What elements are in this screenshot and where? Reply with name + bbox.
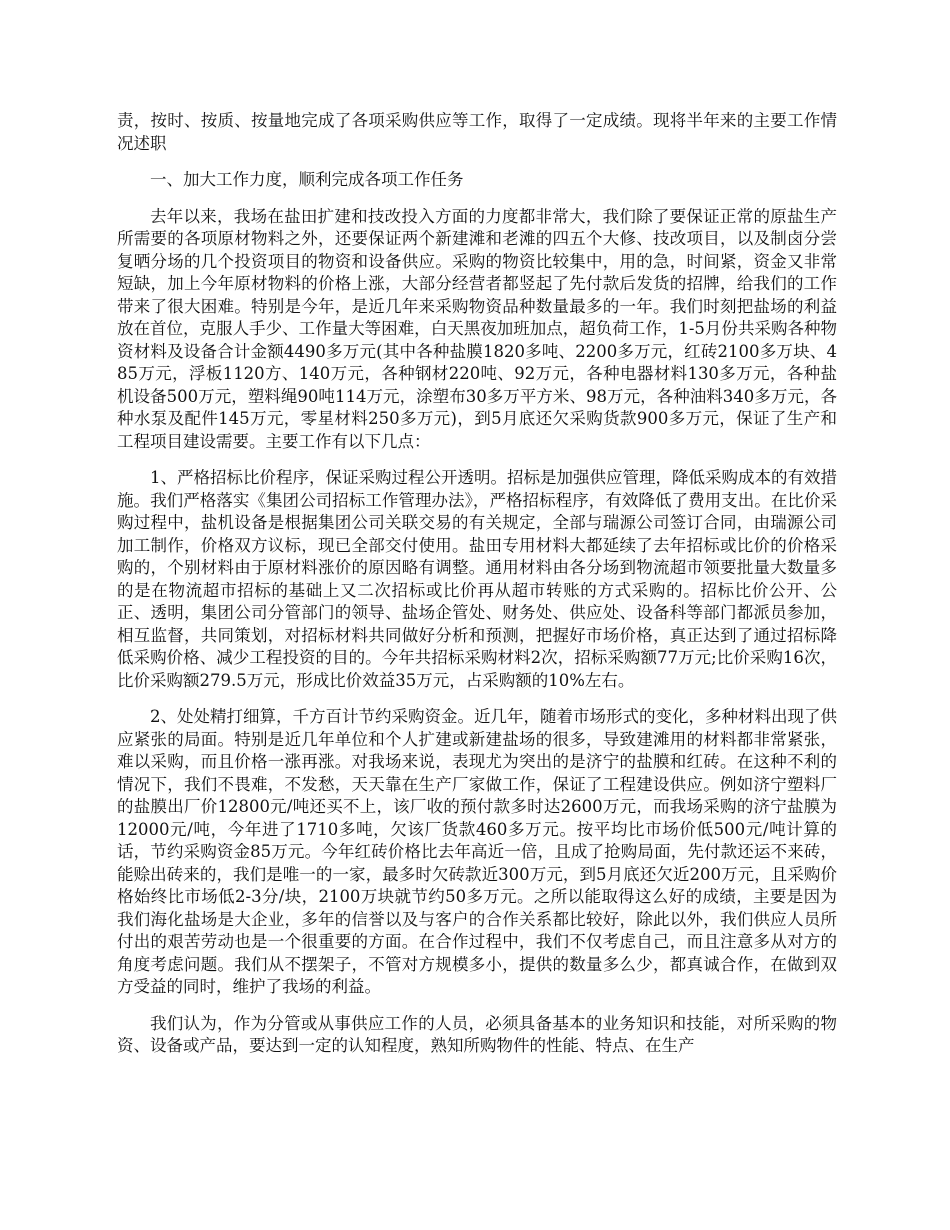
intro-paragraph: 责，按时、按质、按量地完成了各项采购供应等工作，取得了一定成绩。现将半年来的主要工作情况述职	[117, 111, 837, 153]
document-body	[117, 110, 837, 1072]
section-heading: 一、加大工作力度，顺利完成各项工作任务	[150, 170, 464, 189]
body-paragraph: 我们认为，作为分管或从事供应工作的人员，必须具备基本的业务知识和技能，对所采购的物资、设备或产品，要达到一定的认知程度，熟知所购物件的性能、特点、在生产	[117, 1013, 837, 1055]
body-paragraph: 去年以来，我场在盐田扩建和技改投入方面的力度都非常大，我们除了要保证正常的原盐生产所需要的各项原材物料之外，还要保证两个新建滩和老滩的四五个大修、技改项目，以及制卤分尝复晒分场的几个投资项目的物资和设备供应。采购的物资比较集中，用的急，时间紧，资金又非常短缺，加上今年原材物料的价格上涨，大部分经营者都竖起了先付款后发货的招牌，给我们的工作带来了很大困难。特别是今年，是近几年来采购物资品种数量最多的一年。我们时刻把盐场的利益放在首位，克服人手少、工作量大等困难，白天黑夜加班加点，超负荷工作，1-5月份共采购各种物资材料及设备合计金额4490多万元(其中各种盐膜1820多吨、2200多万元，红砖2100多万块、485万元，浮板1120方、140万元，各种钢材220吨、92万元，各种电器材料130多万元，各种盐机设备500万元，塑料绳90吨114万元，涂塑布30多万平方米、98万元，各种油料340多万元，各种水泵及配件145万元，零星材料250多万元)，到5月底还欠采购货款900多万元，保证了生产和工程项目建设需要。主要工作有以下几点：	[117, 206, 837, 451]
body-paragraph: 2、处处精打细算，千方百计节约采购资金。近几年，随着市场形式的变化，多种材料出现了供应紧张的局面。特别是近几年单位和个人扩建或新建盐场的很多，导致建滩用的材料都非常紧张，难以采购，而且价格一涨再涨。对我场来说，表现尤为突出的是济宁的盐膜和红砖。在这种不利的情况下，我们不畏难，不发愁，天天靠在生产厂家做工作，保证了工程建设供应。例如济宁塑料厂的盐膜出厂价12800元/吨还买不上，该厂收的预付款多时达2600万元，而我场采购的济宁盐膜为12000元/吨，今年进了1710多吨，欠该厂货款460多万元。按平均比市场价低500元/吨计算的话，节约采购资金85万元。今年红砖价格比去年高近一倍，且成了抢购局面，先付款还运不来砖，能赊出砖来的，我们是唯一的一家，最多时欠砖款近300万元，到5月底还欠近200万元，且采购价格始终比市场低2-3分/块，2100万块就节约50多万元。之所以能取得这么好的成绩，主要是因为我们海化盐场是大企业，多年的信誉以及与客户的合作关系都比较好，除此以外，我们供应人员所付出的艰苦劳动也是一个很重要的方面。在合作过程中，我们不仅考虑自己，而且注意多从对方的角度考虑问题。我们从不摆架子，不管对方规模多小，提供的数量多么少，都真诚合作，在做到双方受益的同时，维护了我场的利益。	[117, 707, 837, 996]
body-paragraph: 1、严格招标比价程序，保证采购过程公开透明。招标是加强供应管理，降低采购成本的有效措施。我们严格落实《集团公司招标工作管理办法》，严格招标程序，有效降低了费用支出。在比价采购过程中，盐机设备是根据集团公司关联交易的有关规定，全部与瑞源公司签订合同，由瑞源公司加工制作，价格双方议标，现已全部交付使用。盐田专用材料大都延续了去年招标或比价的价格采购的，个别材料由于原材料涨价的原因略有调整。通用材料由各分场到物流超市领要批量大数量多的是在物流超市招标的基础上又二次招标或比价再从超市转账的方式采购的。招标比价公开、公正、透明，集团公司分管部门的领导、盐场企管处、财务处、供应处、设备科等部门都派员参加，相互监督，共同策划，对招标材料共同做好分析和预测，把握好市场价格，真正达到了通过招标降低采购价格、减少工程投资的目的。今年共招标采购材料2次，招标采购额77万元;比价采购16次，比价采购额279.5万元，形成比价效益35万元，占采购额的10%左右。	[117, 468, 837, 690]
